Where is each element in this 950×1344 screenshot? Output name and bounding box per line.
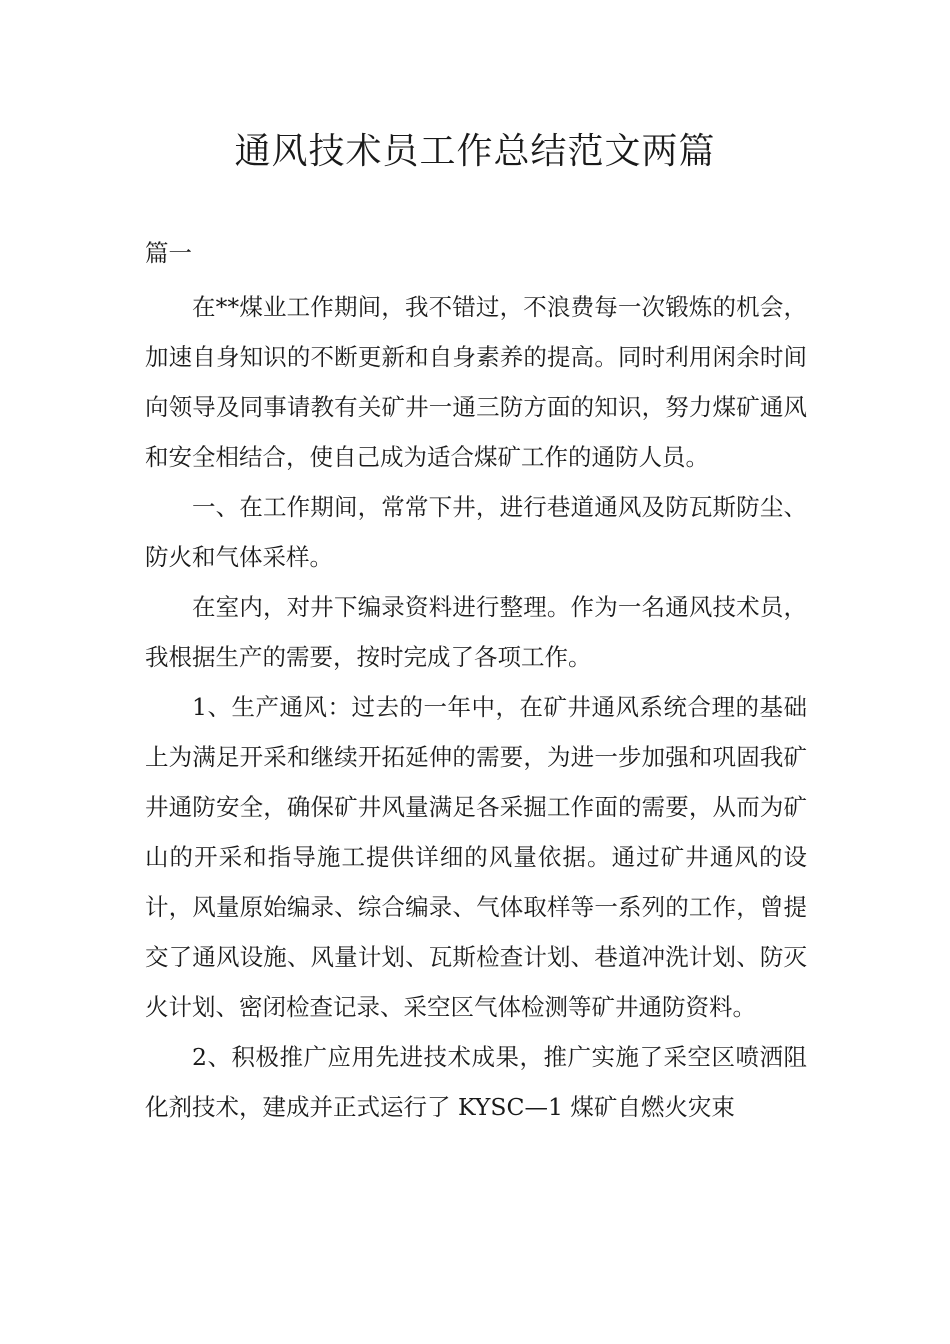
document-body: [145, 228, 807, 1132]
paragraph-indoor-work: 在室内，对井下编录资料进行整理。作为一名通风技术员，我根据生产的需要，按时完成了各项工作。: [145, 593, 807, 671]
paragraph-intro: 在**煤业工作期间，我不错过，不浪费每一次锻炼的机会，加速自身知识的不断更新和自身素养的提高。同时利用闲余时间向领导及同事请教有关矿井一通三防方面的知识，努力煤矿通风和安全相结合，使自己成为适合煤矿工作的通防人员。: [145, 293, 807, 471]
section-label: 篇一: [145, 239, 192, 267]
paragraph-technology-promotion: 2、积极推广应用先进技术成果，推广实施了采空区喷洒阻化剂技术，建成并正式运行了 KYSC—1 煤矿自燃火灾束: [145, 1043, 807, 1121]
paragraph-production-ventilation: 1、生产通风：过去的一年中，在矿井通风系统合理的基础上为满足开采和继续开拓延伸的需要，为进一步加强和巩固我矿井通防安全，确保矿井风量满足各采掘工作面的需要，从而为矿山的开采和指导施工提供详细的风量依据。通过矿井通风的设计，风量原始编录、综合编录、气体取样等一系列的工作，曾提交了通风设施、风量计划、瓦斯检查计划、巷道冲洗计划、防灭火计划、密闭检查记录、采空区气体检测等矿井通防资料。: [145, 693, 807, 1021]
paragraph-section-one: 一、在工作期间，常常下井，进行巷道通风及防瓦斯防尘、防火和气体采样。: [145, 493, 807, 571]
document-title: 通风技术员工作总结范文两篇: [234, 131, 716, 172]
